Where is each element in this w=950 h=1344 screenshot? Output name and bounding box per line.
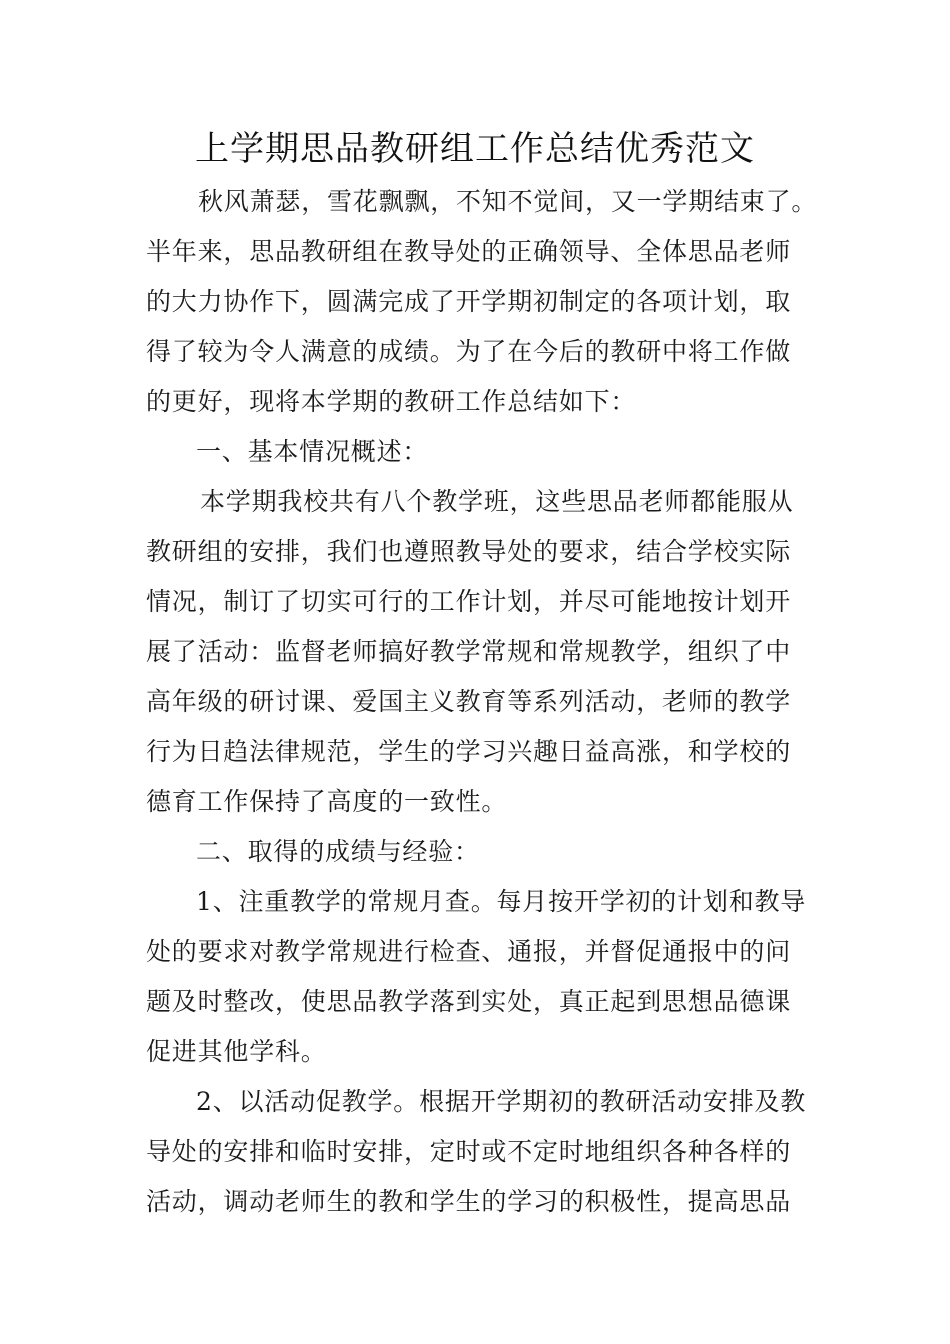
paragraph-overview-line-4: 展了活动：监督老师搞好教学常规和常规教学，组织了中 (146, 637, 792, 666)
paragraph-intro-line-2: 半年来，思品教研组在教导处的正确领导、全体思品老师 (146, 237, 792, 266)
paragraph-item2-line-2: 导处的安排和临时安排，定时或不定时地组织各种各样的 (146, 1137, 792, 1166)
paragraph-item1-line-3: 题及时整改，使思品教学落到实处，真正起到思想品德课 (146, 987, 792, 1016)
paragraph-overview-line-6: 行为日趋法律规范，学生的学习兴趣日益高涨，和学校的 (146, 737, 792, 766)
paragraph-item1-line-4: 促进其他学科。 (146, 1037, 327, 1066)
document-title: 上学期思品教研组工作总结优秀范文 (195, 129, 755, 169)
paragraph-intro-line-5: 的更好，现将本学期的教研工作总结如下： (146, 387, 637, 416)
paragraph-item2-line-1: 2、以活动促教学。根据开学期初的教研活动安排及教 (196, 1087, 807, 1116)
paragraph-intro-line-1: 秋风萧瑟，雪花飘飘，不知不觉间，又一学期结束了。 (198, 187, 818, 216)
paragraph-overview-line-3: 情况，制订了切实可行的工作计划，并尽可能地按计划开 (146, 587, 792, 616)
paragraph-overview-line-7: 德育工作保持了高度的一致性。 (146, 787, 508, 816)
paragraph-overview-line-2: 教研组的安排，我们也遵照教导处的要求，结合学校实际 (146, 537, 792, 566)
paragraph-item2-line-3: 活动，调动老师生的教和学生的学习的积极性，提高思品 (146, 1187, 792, 1216)
paragraph-item1-line-1: 1、注重教学的常规月查。每月按开学初的计划和教导 (196, 887, 807, 916)
paragraph-overview-line-5: 高年级的研讨课、爱国主义教育等系列活动，老师的教学 (146, 687, 792, 716)
section-heading-1: 一、基本情况概述： (196, 437, 429, 466)
paragraph-intro-line-3: 的大力协作下，圆满完成了开学期初制定的各项计划，取 (146, 287, 792, 316)
section-heading-2: 二、取得的成绩与经验： (196, 837, 480, 866)
paragraph-overview-line-1: 本学期我校共有八个教学班，这些思品老师都能服从 (200, 487, 794, 516)
paragraph-intro-line-4: 得了较为令人满意的成绩。为了在今后的教研中将工作做 (146, 337, 792, 366)
paragraph-item1-line-2: 处的要求对教学常规进行检查、通报，并督促通报中的问 (146, 937, 792, 966)
